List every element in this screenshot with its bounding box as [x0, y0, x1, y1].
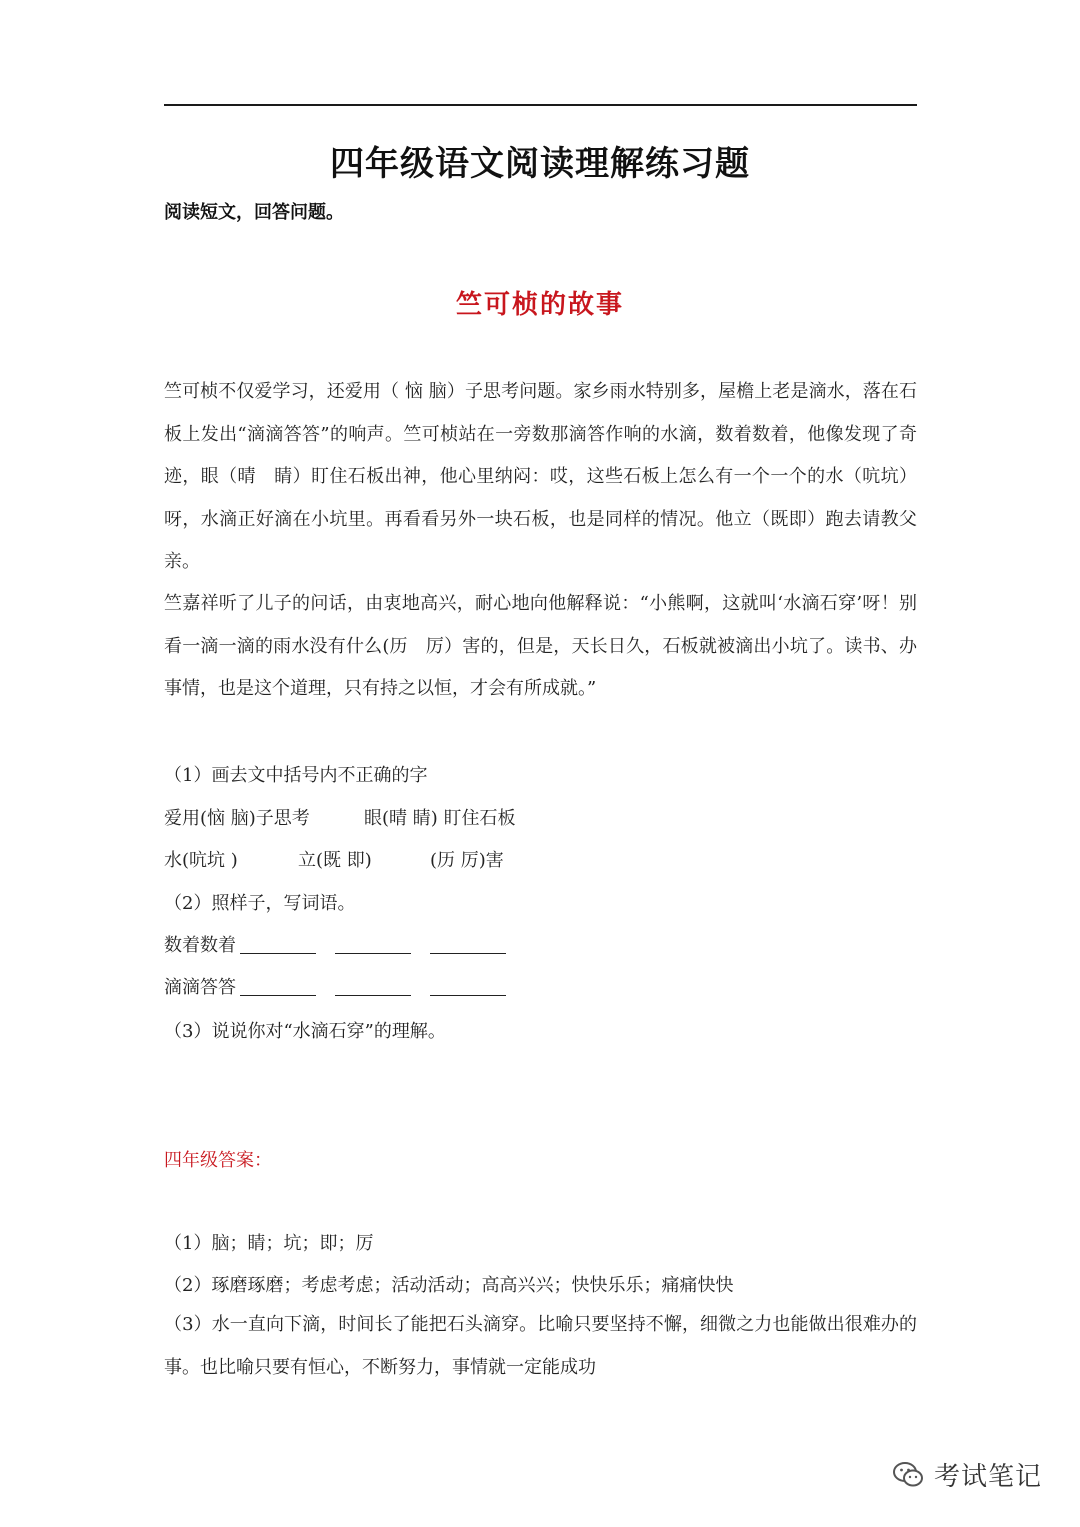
answer-2: （2）琢磨琢磨；考虑考虑；活动活动；高高兴兴；快快乐乐；痛痛快快: [164, 1275, 734, 1296]
q1-item-jing: 眼(晴 睛) 盯住石板: [364, 808, 516, 829]
q2-example-2: 滴滴答答: [164, 977, 236, 998]
answer-blank[interactable]: [430, 995, 506, 996]
story-paragraph-1: 竺可桢不仅爱学习，还爱用（ 恼 脑）子思考问题。家乡雨水特别多，屋檐上老是滴水，落在石板上发出“滴滴答答”的响声。竺可桢站在一旁数那滴答作响的水滴，数着数着，他像发现了奇迹，眼（晴 睛）盯住石板出神，他心里纳闷：哎，这些石板上怎么有一个一个的水（吭坑）呀，水滴正好滴在小坑里。再看看另外一块石板，也是同样的情况。他立（既即）跑去请教父亲。: [164, 381, 917, 572]
page-title: 四年级语文阅读理解练习题: [330, 144, 750, 184]
wechat-icon: [892, 1458, 926, 1492]
answer-blank[interactable]: [335, 953, 411, 954]
question-3-label: （3）说说你对“水滴石穿”的理解。: [164, 1021, 446, 1042]
instruction-text: 阅读短文，回答问题。: [164, 202, 344, 223]
answers-title: 四年级答案：: [164, 1150, 272, 1171]
story-paragraph-2: 竺嘉祥听了儿子的问话，由衷地高兴，耐心地向他解释说：“小熊啊，这就叫‘水滴石穿’呀！别看一滴一滴的雨水没有什么(历 厉）害的，但是，天长日久，石板就被滴出小坑了。读书、办事情，也是这个道理，只有持之以恒，才会有所成就。”: [164, 593, 917, 699]
answer-blank[interactable]: [335, 995, 411, 996]
q1-item-naozi: 爱用(恼 脑)子思考: [164, 808, 310, 829]
answer-1: （1）脑；睛；坑；即；厉: [164, 1233, 374, 1254]
top-rule: [164, 104, 917, 106]
q1-item-li: (历 厉)害: [430, 850, 504, 871]
answer-blank[interactable]: [430, 953, 506, 954]
question-1-label: （1）画去文中括号内不正确的字: [164, 765, 428, 786]
story-title: 竺可桢的故事: [455, 290, 624, 320]
q1-item-ji: 立(既 即): [298, 850, 372, 871]
answer-blank[interactable]: [240, 953, 316, 954]
answer-blank[interactable]: [240, 995, 316, 996]
question-2-label: （2）照样子，写词语。: [164, 893, 356, 914]
q1-item-keng: 水(吭坑 ): [164, 850, 238, 871]
answer-3: （3）水一直向下滴，时间长了能把石头滴穿。比喻只要坚持不懈，细微之力也能做出很难办的事。也比喻只要有恒心，不断努力，事情就一定能成功: [164, 1314, 917, 1378]
q2-example-1: 数着数着: [164, 935, 236, 956]
watermark: [892, 1456, 1042, 1493]
watermark-text: 考试笔记: [934, 1462, 1043, 1492]
